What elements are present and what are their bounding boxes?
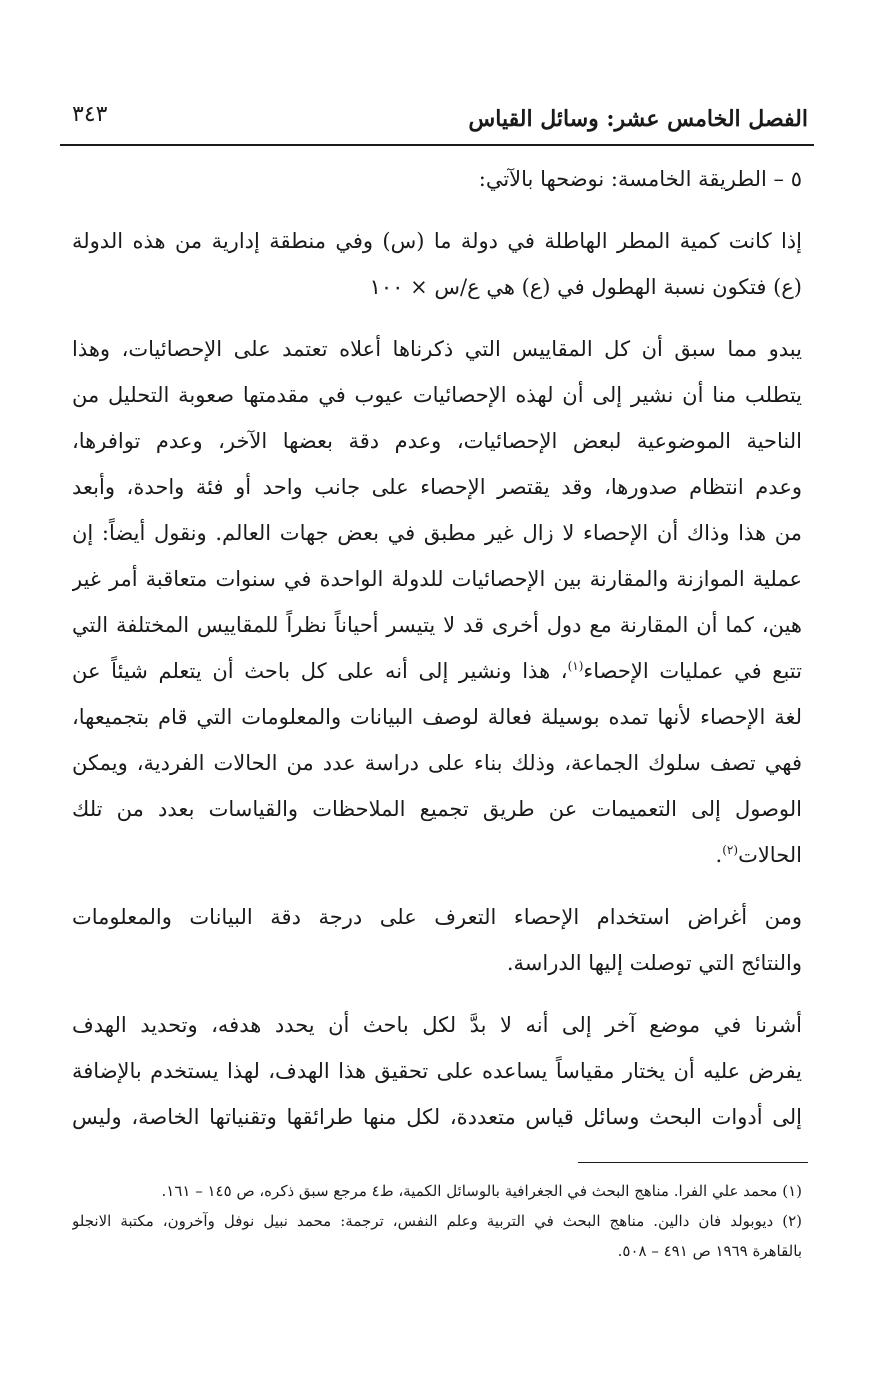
text-fragment: ، هذا ونشير إلى أنه على كل باحث أن يتعلم شيئاً عن <box>72 659 568 683</box>
footnote-2: (٢) ديوبولد فان دالين. مناهج البحث في التربية وعلم النفس، ترجمة: محمد نبيل نوفل وآخرون، مكتبة الانجلو <box>72 1212 802 1230</box>
text-line: ومن أغراض استخدام الإحصاء التعرف على درجة دقة البيانات والمعلومات <box>72 905 802 929</box>
text-line: يفرض عليه أن يختار مقياساً يساعده على تحقيق هذا الهدف، لهذا يستخدم بالإضافة <box>72 1059 802 1083</box>
page-body <box>72 156 802 1140</box>
text-line: هين، كما أن المقارنة مع دول أخرى قد لا يتيسر أحياناً نظراً للمقاييس المختلفة التي <box>72 613 802 637</box>
text-line: فهي تصف سلوك الجماعة، وذلك بناء على دراسة عدد من الحالات الفردية، ويمكن <box>72 751 802 775</box>
paragraph-1 <box>72 218 802 310</box>
footnote-1: (١) محمد علي الفرا. مناهج البحث في الجغرافية بالوسائل الكمية، ط٤ مرجع سبق ذكره، ص ١٤٥ – ١٦١. <box>161 1182 802 1200</box>
footnote-2-continued: بالقاهرة ١٩٦٩ ص ٤٩١ – ٥٠٨. <box>617 1242 802 1260</box>
text-line: الوصول إلى التعميمات عن طريق تجميع الملاحظات والقياسات بعدد من تلك <box>72 797 802 821</box>
footnote-divider <box>578 1162 808 1163</box>
running-title: الفصل الخامس عشر: وسائل القياس <box>468 106 808 132</box>
text-line: لغة الإحصاء لأنها تمده بوسيلة فعالة لوصف البيانات والمعلومات التي قام بتجميعها، <box>72 705 802 729</box>
text-fragment: . <box>715 843 723 867</box>
footnote-ref-2: (٢) <box>722 843 739 857</box>
method-title: ٥ – الطريقة الخامسة: نوضحها بالآتي: <box>478 167 802 191</box>
text-fragment: الحالات <box>738 843 802 867</box>
book-page <box>60 96 814 1316</box>
text-line: الناحية الموضوعية لبعض الإحصائيات، وعدم دقة بعضها الآخر، وعدم توافرها، <box>72 429 802 453</box>
paragraph-2 <box>72 326 802 878</box>
text-line: وعدم انتظام صدورها، وقد يقتصر الإحصاء على جانب واحد أو فئة واحدة، وأبعد <box>72 475 802 499</box>
text-line: يتطلب منا أن نشير إلى أن لهذه الإحصائيات عيوب في مقدمتها صعوبة التحليل من <box>72 383 802 407</box>
paragraph-4 <box>72 1002 802 1140</box>
text-line-with-footnote <box>72 832 802 878</box>
text-fragment: تتبع في عمليات الإحصاء <box>583 659 802 683</box>
text-line: إلى أدوات البحث وسائل قياس متعددة، لكل منها طرائقها وتقنياتها الخاصة، وليس <box>72 1105 802 1129</box>
paragraph-3 <box>72 894 802 986</box>
text-line: إذا كانت كمية المطر الهاطلة في دولة ما (س) وفي منطقة إدارية من هذه الدولة <box>72 229 802 253</box>
text-line: من هذا وذاك أن الإحصاء لا زال غير مطبق في بعض جهات العالم. ونقول أيضاً: إن <box>72 521 802 545</box>
footnotes <box>72 1176 802 1266</box>
text-line: (ع) فتكون نسبة الهطول في (ع) هي ع/س × ١٠٠ <box>369 275 802 299</box>
page-number: ٣٤٣ <box>72 102 108 127</box>
text-line: والنتائج التي توصلت إليها الدراسة. <box>506 951 802 975</box>
text-line-with-footnote <box>72 648 802 694</box>
text-line: يبدو مما سبق أن كل المقاييس التي ذكرناها أعلاه تعتمد على الإحصائيات، وهذا <box>72 337 802 361</box>
text-line: أشرنا في موضع آخر إلى أنه لا بدَّ لكل باحث أن يحدد هدفه، وتحديد الهدف <box>72 1013 802 1037</box>
page-header <box>60 96 814 146</box>
text-line: عملية الموازنة والمقارنة بين الإحصائيات للدولة الواحدة في سنوات متعاقبة أمر غير <box>72 567 802 591</box>
footnote-ref-1: (١) <box>567 659 584 673</box>
